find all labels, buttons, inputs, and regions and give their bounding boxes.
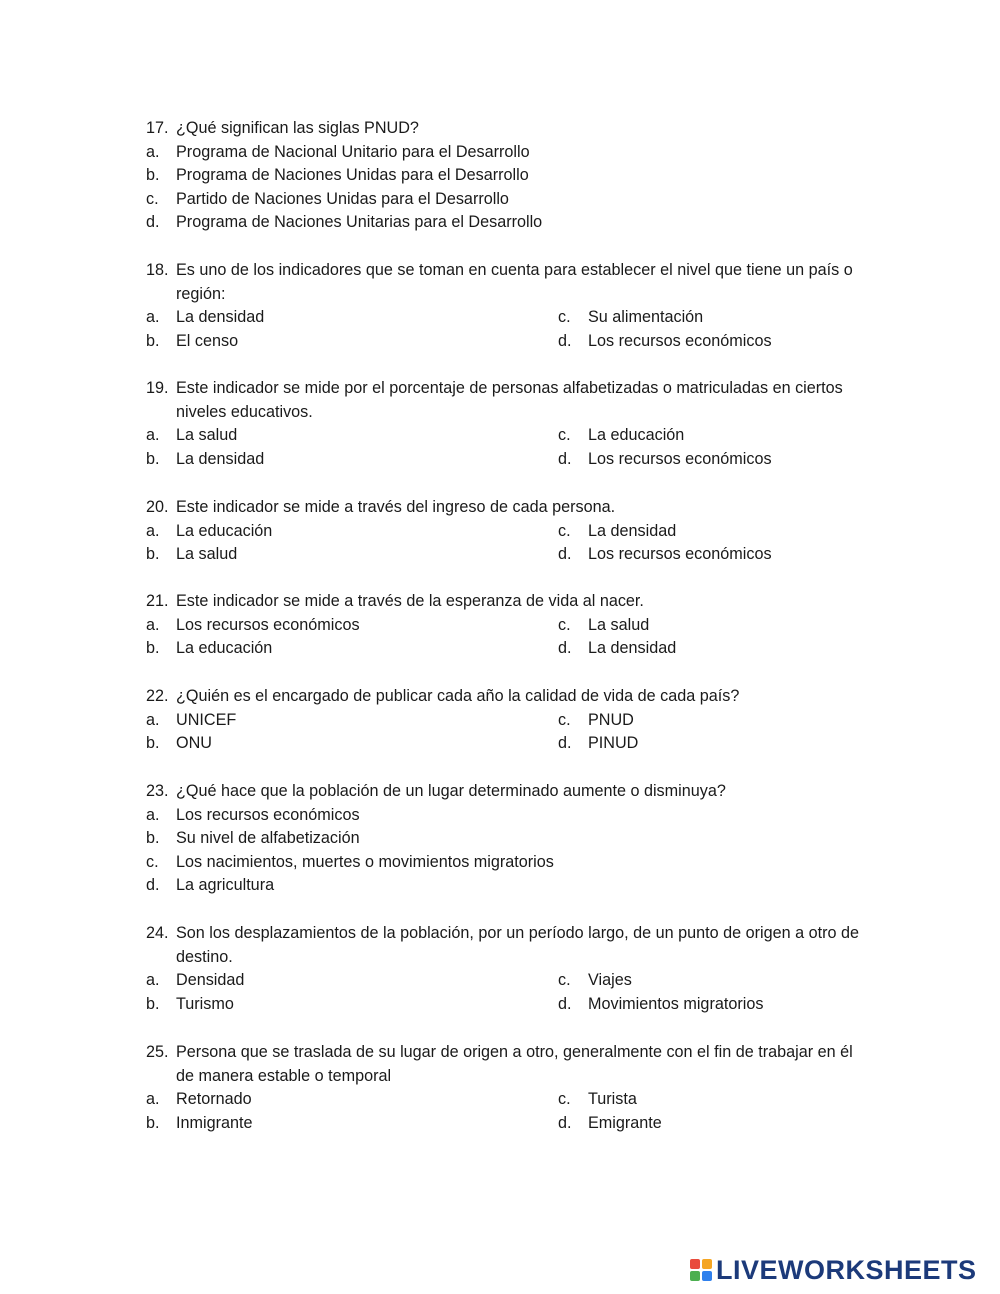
question-25 <box>146 1041 886 1135</box>
answer-option-row <box>146 330 886 354</box>
option-text: Emigrante <box>588 1113 662 1132</box>
question-text-row <box>146 685 886 709</box>
question-text: ¿Qué hace que la población de un lugar determinado aumente o disminuya? <box>176 782 726 800</box>
question-text-row <box>146 1041 886 1065</box>
question-number: 23. <box>146 782 169 800</box>
option-letter: c. <box>558 1090 571 1109</box>
question-23 <box>146 780 886 898</box>
option-letter: a. <box>146 710 160 729</box>
answer-option-row <box>146 1088 886 1112</box>
logo-text: LIVEWORKSHEETS <box>716 1254 977 1285</box>
question-number: 22. <box>146 687 169 705</box>
answer-option-row <box>146 424 886 448</box>
question-22 <box>146 685 886 756</box>
option-text: UNICEF <box>176 710 237 729</box>
option-text: Programa de Naciones Unidas para el Desarrollo <box>176 166 529 185</box>
option-letter: b. <box>146 545 160 564</box>
option-letter: b. <box>146 829 160 848</box>
option-letter: d. <box>146 213 160 232</box>
question-text: de manera estable o temporal <box>176 1066 392 1085</box>
option-text: La densidad <box>176 449 265 468</box>
answer-option[interactable] <box>146 874 886 898</box>
question-text: niveles educativos. <box>176 402 313 421</box>
option-text: El censo <box>176 331 239 350</box>
liveworksheets-logo-icon <box>690 1259 712 1281</box>
question-text: región: <box>176 284 226 303</box>
option-letter: d. <box>558 449 572 468</box>
question-text-row <box>146 283 886 307</box>
answer-option-row <box>146 637 886 661</box>
question-text-row <box>146 1065 886 1089</box>
answer-option[interactable] <box>146 141 886 165</box>
option-letter: c. <box>558 521 571 540</box>
option-text: Densidad <box>176 971 245 990</box>
option-text: ONU <box>176 734 212 753</box>
question-18 <box>146 259 886 353</box>
option-text: Inmigrante <box>176 1113 253 1132</box>
question-24 <box>146 922 886 1016</box>
option-text: Programa de Naciones Unitarias para el Desarrollo <box>176 213 543 232</box>
option-letter: b. <box>146 639 160 658</box>
option-letter: d. <box>558 1113 572 1132</box>
question-number: 17. <box>146 119 169 137</box>
option-letter: a. <box>146 308 160 327</box>
question-text-row <box>146 922 886 946</box>
question-text-row <box>146 117 886 141</box>
option-letter: d. <box>558 994 572 1013</box>
question-text-row <box>146 259 886 283</box>
option-text: La agricultura <box>176 876 275 895</box>
question-number: 19. <box>146 379 169 397</box>
answer-option[interactable] <box>146 827 886 851</box>
option-text: La densidad <box>176 308 265 327</box>
question-text: ¿Quién es el encargado de publicar cada año la calidad de vida de cada país? <box>176 687 740 705</box>
answer-option-row <box>146 614 886 638</box>
question-text: ¿Qué significan las siglas PNUD? <box>176 119 419 137</box>
option-text: La salud <box>176 426 238 445</box>
answer-option[interactable] <box>146 164 886 188</box>
option-letter: c. <box>558 308 571 327</box>
option-text: Su nivel de alfabetización <box>176 829 360 848</box>
option-text: PNUD <box>588 710 634 729</box>
question-text-row <box>146 401 886 425</box>
option-letter: d. <box>558 639 572 658</box>
option-letter: a. <box>146 971 160 990</box>
question-19 <box>146 377 886 471</box>
option-text: Viajes <box>588 971 632 990</box>
question-text-row <box>146 377 886 401</box>
question-text: Este indicador se mide a través de la esperanza de vida al nacer. <box>176 592 644 610</box>
question-text-row <box>146 780 886 804</box>
question-number: 25. <box>146 1043 169 1061</box>
option-letter: c. <box>558 971 571 990</box>
option-text: La densidad <box>588 521 677 540</box>
option-text: La educación <box>588 426 685 445</box>
option-letter: c. <box>558 710 571 729</box>
question-text-row <box>146 496 886 520</box>
option-text: Los recursos económicos <box>176 615 360 634</box>
question-20 <box>146 496 886 567</box>
option-text: PINUD <box>588 734 639 753</box>
answer-option[interactable] <box>146 188 886 212</box>
answer-option-row <box>146 448 886 472</box>
answer-option[interactable] <box>146 851 886 875</box>
question-number: 21. <box>146 592 169 610</box>
question-number: 18. <box>146 261 169 279</box>
option-text: Turista <box>588 1090 637 1109</box>
option-letter: d. <box>146 876 160 895</box>
option-letter: a. <box>146 805 160 824</box>
option-text: Partido de Naciones Unidas para el Desarrollo <box>176 189 509 208</box>
option-letter: b. <box>146 1113 160 1132</box>
answer-option[interactable] <box>146 804 886 828</box>
option-letter: b. <box>146 331 160 350</box>
answer-option-row <box>146 969 886 993</box>
option-text: La educación <box>176 639 273 658</box>
question-text: destino. <box>176 947 233 966</box>
option-text: Movimientos migratorios <box>588 994 764 1013</box>
option-text: La densidad <box>588 639 677 658</box>
option-letter: c. <box>146 852 159 871</box>
answer-option-row <box>146 520 886 544</box>
question-text: Este indicador se mide por el porcentaje de personas alfabetizadas o matriculadas en ciertos <box>176 379 843 397</box>
option-text: La educación <box>176 521 273 540</box>
option-text: La salud <box>176 545 238 564</box>
option-letter: d. <box>558 734 572 753</box>
question-text: Persona que se traslada de su lugar de origen a otro, generalmente con el fin de trabajar en él <box>176 1043 853 1061</box>
option-letter: a. <box>146 142 160 161</box>
option-letter: b. <box>146 994 160 1013</box>
option-text: Su alimentación <box>588 308 704 327</box>
answer-option-row <box>146 732 886 756</box>
option-letter: a. <box>146 615 160 634</box>
option-text: Los recursos económicos <box>588 331 772 350</box>
question-number: 24. <box>146 924 169 942</box>
option-text: Los recursos económicos <box>588 449 772 468</box>
question-21 <box>146 590 886 661</box>
option-letter: b. <box>146 449 160 468</box>
question-text: Este indicador se mide a través del ingreso de cada persona. <box>176 498 616 516</box>
option-letter: a. <box>146 521 160 540</box>
answer-option-row <box>146 993 886 1017</box>
option-letter: c. <box>146 189 159 208</box>
answer-option-row <box>146 306 886 330</box>
option-letter: c. <box>558 615 571 634</box>
option-letter: d. <box>558 545 572 564</box>
answer-option[interactable] <box>146 211 886 235</box>
option-letter: c. <box>558 426 571 445</box>
option-letter: b. <box>146 166 160 185</box>
option-letter: d. <box>558 331 572 350</box>
answer-option-row <box>146 1112 886 1136</box>
option-text: La salud <box>588 615 650 634</box>
option-text: Los recursos económicos <box>176 805 360 824</box>
question-17 <box>146 117 886 235</box>
question-text-row <box>146 946 886 970</box>
liveworksheets-logo <box>690 1254 977 1286</box>
option-letter: a. <box>146 426 160 445</box>
option-text: Los recursos económicos <box>588 545 772 564</box>
answer-option-row <box>146 709 886 733</box>
option-text: Turismo <box>176 994 234 1013</box>
question-text: Son los desplazamientos de la población, por un período largo, de un punto de origen a otro de <box>176 924 860 942</box>
question-text: Es uno de los indicadores que se toman en cuenta para establecer el nivel que tiene un país o <box>176 261 853 279</box>
option-text: Programa de Nacional Unitario para el Desarrollo <box>176 142 530 161</box>
question-text-row <box>146 590 886 614</box>
answer-option-row <box>146 543 886 567</box>
option-letter: b. <box>146 734 160 753</box>
option-text: Los nacimientos, muertes o movimientos migratorios <box>176 852 554 871</box>
question-number: 20. <box>146 498 169 516</box>
option-letter: a. <box>146 1090 160 1109</box>
option-text: Retornado <box>176 1090 252 1109</box>
